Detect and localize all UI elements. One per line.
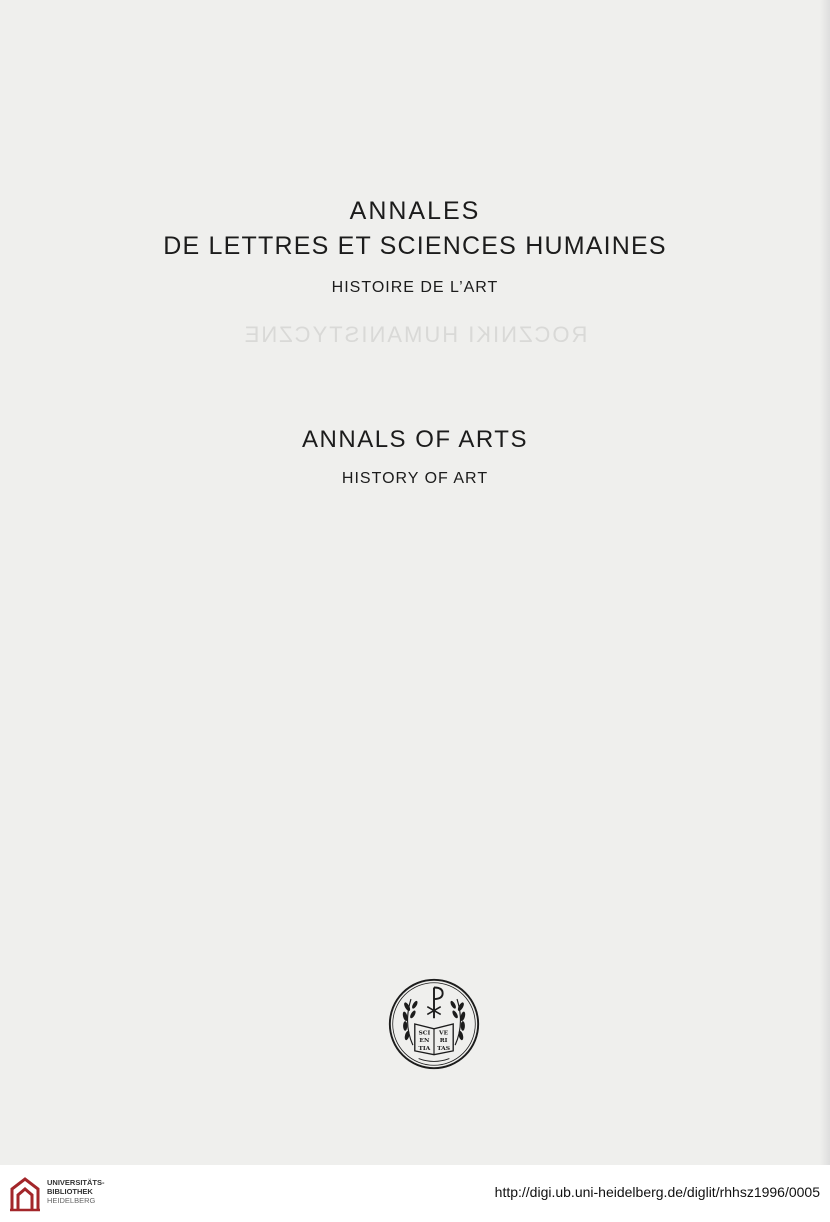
seal-book-left-1: SCI (418, 1029, 431, 1037)
permalink-url[interactable]: http://digi.ub.uni-heidelberg.de/diglit/rhhsz1996/0005 (494, 1184, 820, 1200)
subtitle-histoire: HISTOIRE DE L’ART (331, 279, 499, 296)
show-through-text: ROCZNIKI HUMANISTYCZNE (242, 322, 588, 347)
viewer-footer (0, 1165, 830, 1222)
library-name-line-2: BIBLIOTHEK (47, 1187, 93, 1196)
subtitle-history-of-art: HISTORY OF ART (341, 470, 489, 487)
seal-book-left-2: EN (419, 1037, 430, 1045)
seal-book-right-1: VE (439, 1029, 449, 1037)
seal-book-right-3: TAS (437, 1044, 451, 1052)
library-name-line-1: UNIVERSITÄTS- (47, 1178, 105, 1187)
library-name-line-3: HEIDELBERG (47, 1196, 96, 1205)
university-library-logo-icon (8, 1175, 42, 1213)
page-edge-shadow (820, 0, 830, 1165)
title-lettres-sciences: DE LETTRES ET SCIENCES HUMAINES (163, 232, 667, 260)
title-annals-of-arts: ANNALS OF ARTS (302, 426, 528, 453)
seal-book-right-2: RI (439, 1037, 448, 1045)
seal-book-left-3: TIA (418, 1044, 431, 1052)
university-seal-icon (386, 976, 482, 1072)
title-annales: ANNALES (349, 197, 481, 225)
library-name (47, 1178, 105, 1205)
